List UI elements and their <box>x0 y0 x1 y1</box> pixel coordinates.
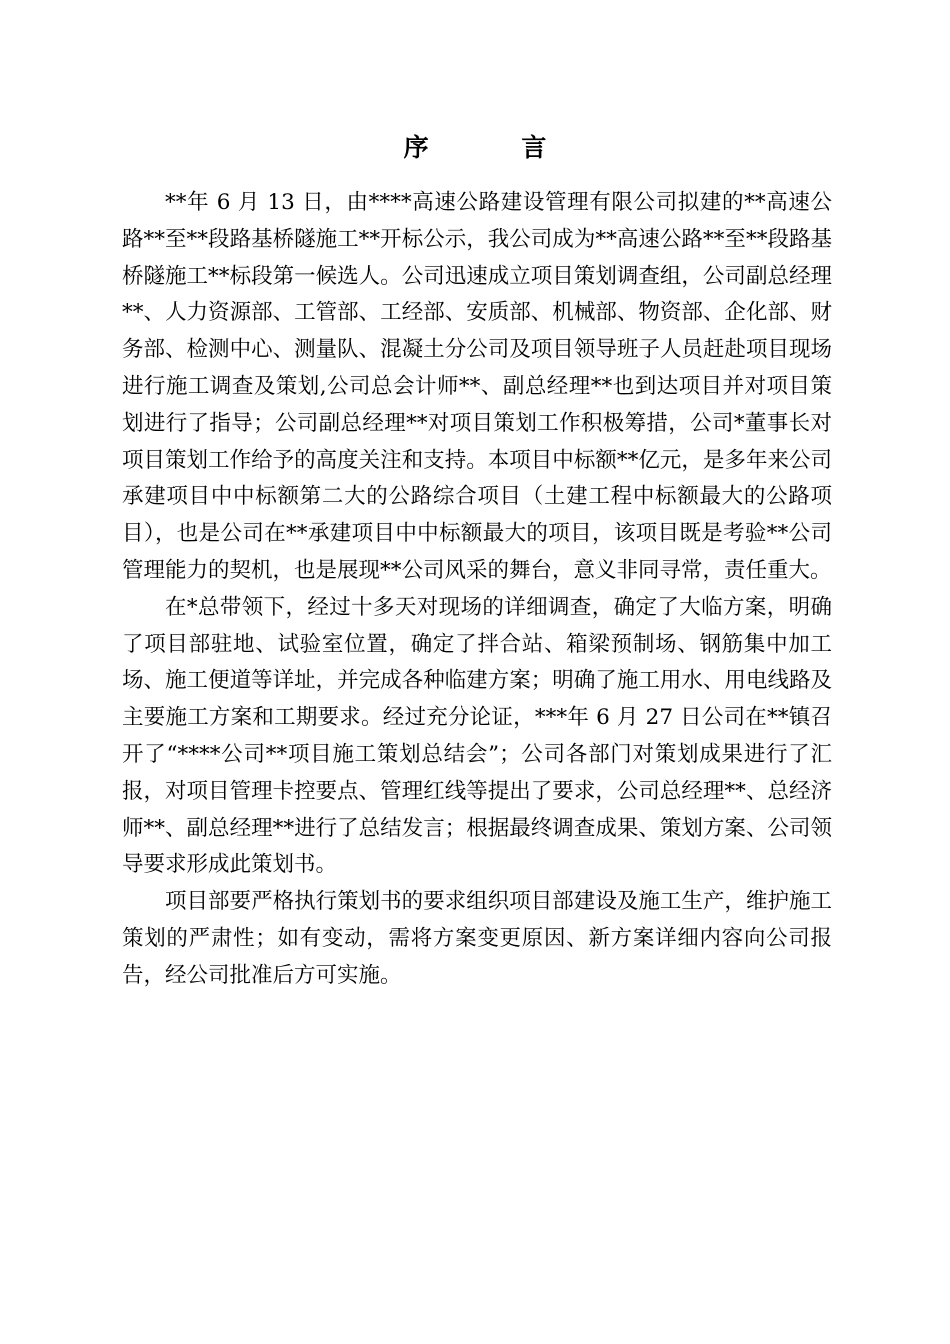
paragraph-2: 在*总带领下，经过十多天对现场的详细调查，确定了大临方案，明确了项目部驻地、试验室位置，确定了拌合站、箱梁预制场、钢筋集中加工场、施工便道等详址，并完成各种临建方案；明确了施工用水、用电线路及主要施工方案和工期要求。经过充分论证，***年 6 月 27 日公司在**镇召开了“****公司**项目施工策划总结会”；公司各部门对策划成果进行了汇报，对项目管理卡控要点、管理红线等提出了要求，公司总经理**、总经济师**、副总经理**进行了总结发言；根据最终调查成果、策划方案、公司领导要求形成此策划书。 <box>122 594 832 878</box>
document-title: 序 言 <box>403 133 589 162</box>
paragraph-1: **年 6 月 13 日，由****高速公路建设管理有限公司拟建的**高速公路**至**段路基桥隧施工**开标公示，我公司成为**高速公路**至**段路基桥隧施工**标段第一候选人。公司迅速成立项目策划调查组，公司副总经理**、人力资源部、工管部、工经部、安质部、机械部、物资部、企化部、财务部、检测中心、测量队、混凝土分公司及项目领导班子人员赶赴项目现场进行施工调查及策划,公司总会计师**、副总经理**也到达项目并对项目策划进行了指导；公司副总经理**对项目策划工作积极筹措，公司*董事长对项目策划工作给予的高度关注和支持。本项目中标额**亿元，是多年来公司承建项目中中标额第二大的公路综合项目（土建工程中标额最大的公路项目），也是公司在**承建项目中中标额最大的项目，该项目既是考验**公司管理能力的契机，也是展现**公司风采的舞台，意义非同寻常，责任重大。 <box>122 190 832 583</box>
document-body <box>122 185 832 995</box>
paragraph-3: 项目部要严格执行策划书的要求组织项目部建设及施工生产，维护施工策划的严肃性；如有变动，需将方案变更原因、新方案详细内容向公司报告，经公司批准后方可实施。 <box>122 889 832 988</box>
